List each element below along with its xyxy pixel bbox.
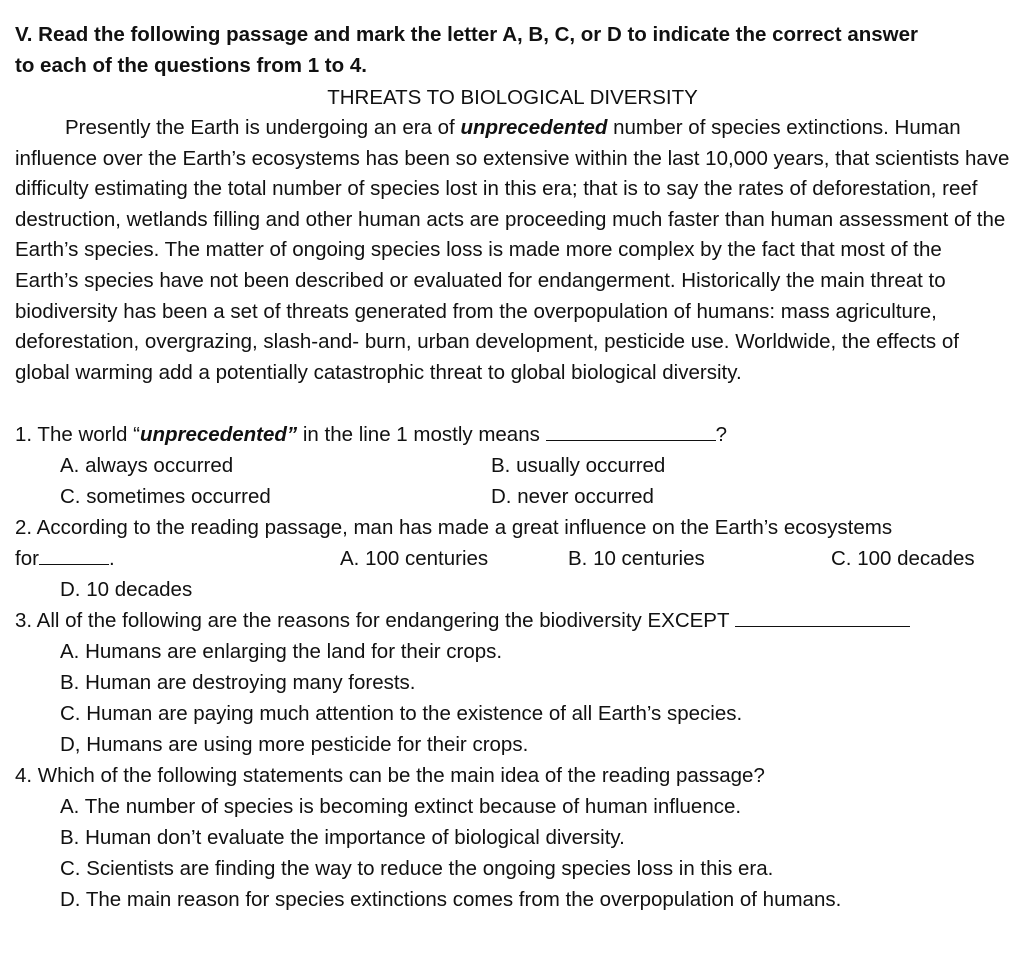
question-1-stem xyxy=(15,419,1010,450)
passage-title: THREATS TO BIOLOGICAL DIVERSITY xyxy=(327,86,698,109)
question-4-options xyxy=(15,791,1010,915)
option-b[interactable]: B. Human are destroying many forests. xyxy=(60,671,416,695)
option-c[interactable]: C. Human are paying much attention to the existence of all Earth’s species. xyxy=(60,702,743,726)
option-d[interactable]: D. never occurred xyxy=(491,485,654,509)
question-3-stem xyxy=(15,605,1010,636)
question-2-for xyxy=(15,543,115,574)
passage-rest: number of species extinctions. Human influence over the Earth’s ecosystems has been so extensive within the last 10,000 years, that scientists have difficulty estimating the total number of species lost in this era; that is to say the rates of deforestation, reef destruction, wetlands filling and other human acts are proceeding much faster than human assessment of the Earth’s species. The matter of ongoing species loss is made more complex by the fact that most of the Earth’s species have not been described or evaluated for endangerment. Historically the main threat to biodiversity has been a set of threats generated from the overpopulation of humans: mass agriculture, deforestation, overgrazing, slash-and- burn, urban development, pesticide use. Worldwide, the effects of global warming add a potentially catastrophic threat to global biological diversity. xyxy=(15,116,1010,384)
question-2-stem: 2. According to the reading passage, man has made a great influence on the Earth’s ecosystems xyxy=(15,516,893,540)
question-1-emphasis: unprecedented” xyxy=(139,423,298,447)
question-1-options-row-2 xyxy=(15,481,1010,512)
option-a[interactable]: A. always occurred xyxy=(60,454,234,478)
question-1 xyxy=(15,419,1010,512)
passage-lead: Presently the Earth is undergoing an era of xyxy=(65,116,461,139)
option-a[interactable]: A. Humans are enlarging the land for their crops. xyxy=(60,640,503,664)
instruction-line-1: V. Read the following passage and mark the letter A, B, C, or D to indicate the correct answer xyxy=(15,23,918,46)
question-1-options-row-1 xyxy=(15,450,1010,481)
question-3-text: 3. All of the following are the reasons for endangering the biodiversity EXCEPT xyxy=(15,609,735,633)
option-d[interactable]: D. 10 decades xyxy=(60,578,193,602)
instruction xyxy=(15,19,1010,81)
answer-blank[interactable] xyxy=(546,420,716,441)
option-c[interactable]: C. Scientists are finding the way to reduce the ongoing species loss in this era. xyxy=(60,857,774,881)
question-2-dot: . xyxy=(108,547,115,571)
option-c[interactable]: C. 100 decades xyxy=(831,547,975,571)
question-3-options xyxy=(15,636,1010,760)
answer-blank[interactable] xyxy=(39,544,109,565)
reading-passage xyxy=(15,113,1010,388)
question-4 xyxy=(15,760,1010,915)
question-1-prefix: 1. The world “ xyxy=(15,423,140,447)
option-d[interactable]: D. The main reason for species extinctions comes from the overpopulation of humans. xyxy=(60,888,842,912)
option-c[interactable]: C. sometimes occurred xyxy=(60,485,271,509)
option-b[interactable]: B. 10 centuries xyxy=(568,547,705,571)
question-2 xyxy=(15,512,1010,605)
question-2-options-row-2 xyxy=(15,574,1010,605)
question-2-for-word: for xyxy=(15,547,39,571)
question-2-options-row-1 xyxy=(15,543,1010,574)
question-1-middle: in the line 1 mostly means xyxy=(297,423,546,447)
option-b[interactable]: B. usually occurred xyxy=(491,454,666,478)
passage-emphasis: unprecedented xyxy=(460,116,608,139)
question-4-stem: 4. Which of the following statements can be the main idea of the reading passage? xyxy=(15,764,765,788)
option-d[interactable]: D, Humans are using more pesticide for their crops. xyxy=(60,733,529,757)
question-1-suffix: ? xyxy=(715,423,727,447)
instruction-line-2: to each of the questions from 1 to 4. xyxy=(15,54,367,77)
answer-blank[interactable] xyxy=(735,606,910,627)
question-3 xyxy=(15,605,1010,760)
spacer xyxy=(15,388,1010,419)
option-a[interactable]: A. 100 centuries xyxy=(340,547,489,571)
option-a[interactable]: A. The number of species is becoming extinct because of human influence. xyxy=(60,795,742,819)
option-b[interactable]: B. Human don’t evaluate the importance of biological diversity. xyxy=(60,826,625,850)
